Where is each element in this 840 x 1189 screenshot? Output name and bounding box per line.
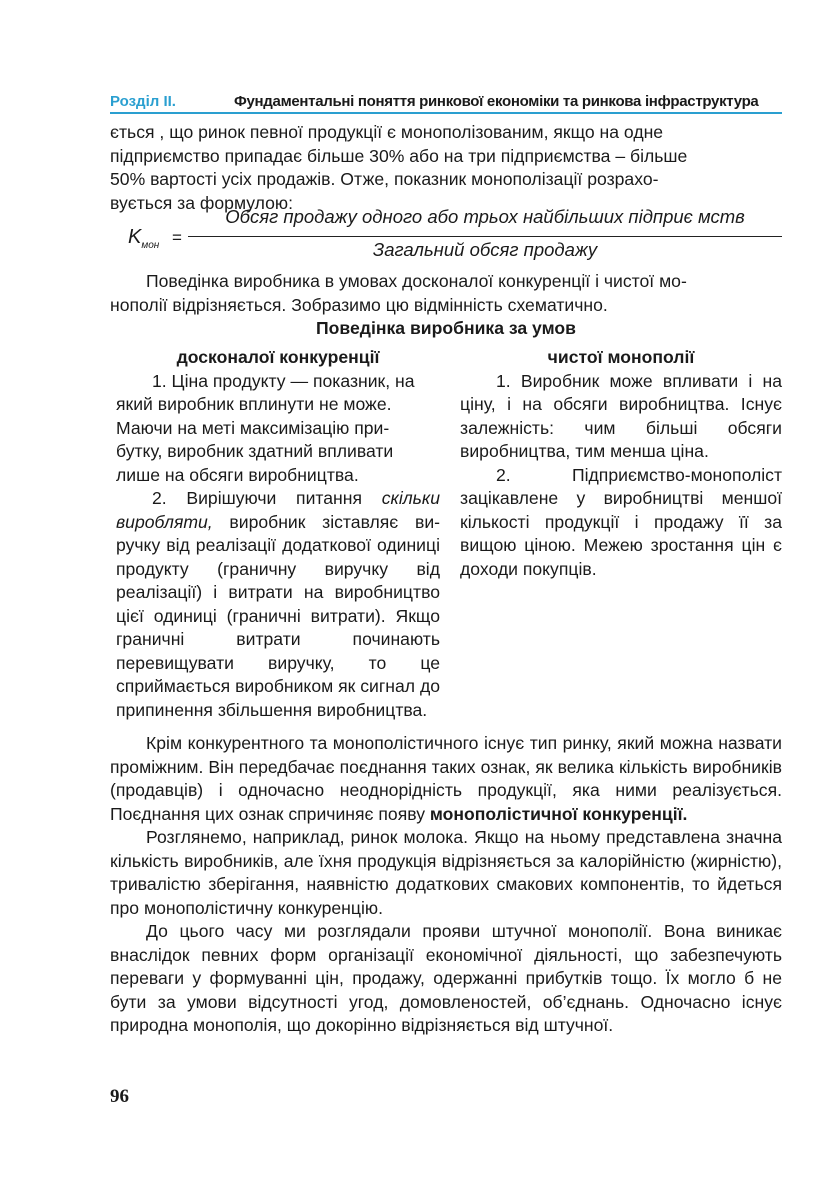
section-label: Розділ ІІ. <box>110 93 176 110</box>
fraction-bar <box>188 236 782 237</box>
formula-numerator: Обсяг продажу одного або трьох найбільших підприє мств <box>225 206 745 227</box>
page-number: 96 <box>110 1086 129 1107</box>
behavior-line: Поведінка виробника в умовах досконалої конкуренції і чистої мо- <box>146 271 687 291</box>
header-title: Фундаментальні поняття ринкової економіки та ринкова інфраструктура <box>234 93 759 110</box>
formula-denominator: Загальний обсяг продажу <box>372 239 598 260</box>
monopolization-formula <box>128 206 782 266</box>
comparison-title: Поведінка виробника за умов <box>316 318 576 338</box>
column-paragraph: 1. Ціна продукту — показник, на який виробник вплинути не може. Маючи на меті максимізацію при- бутку, виробник здатний впливати лише на обсяги виробництва. <box>116 370 415 485</box>
formula-equals: = <box>172 228 182 247</box>
behavior-line: нополії відрізняється. Зобразимо цю відмінність схематично. <box>110 294 608 315</box>
formula-symbol: $K_{мон}$ <box>128 226 160 251</box>
pure-monopoly-column <box>460 346 782 581</box>
intro-paragraph <box>110 121 782 215</box>
header-divider <box>110 112 782 114</box>
milk-example-paragraph: Розглянемо, наприклад, ринок молока. Якщо на ньому представлена значна кількість виробників, але їхня продукція відрізняється за калорійністю (жирністю), тривалістю зберігання, наявністю додаткових смакових компонентів, то йдеться про монополістичну конкуренцію. <box>110 827 782 918</box>
intro-line: вується за формулою: <box>110 192 293 213</box>
column-paragraph: 1. Виробник може впливати і на ціну, і на обсяги виробництва. Існує залежність: чим більші обсяги виробництва, тим менша ціна. <box>460 370 782 461</box>
perfect-competition-column <box>116 346 440 722</box>
intro-line: 50% вартості усіх продажів. Отже, показник монополізації розрахо- <box>110 169 659 189</box>
running-header <box>110 86 782 110</box>
mixed-market-paragraph: Крім конкурентного та монополістичного існує тип ринку, який можна назвати проміжним. Він передбачає поєднання таких ознак, як велика кількість виробників (продавців) і одночасно неоднорідність продукції, яка ними реалізується. Поєднання цих ознак спричиняє появу монополістичної конкуренції. <box>110 733 782 824</box>
column-paragraph: 2. Підприємство-монополіст зацікавлене у виробництві меншої кількості продукції і продажу її за вищою ціною. Межею зростання цін є доходи покупців. <box>460 464 782 579</box>
column-heading: чистої монополії <box>547 347 695 367</box>
column-heading: досконалої конкуренції <box>176 347 380 367</box>
column-paragraph: 2. Вирішуючи питання скільки виробляти, виробник зіставляє ви-ручку від реалізації додаткової одиниці продукту (граничну виручку від реалізації) і витрати на виробництво цієї одиниці (граничні витрати). Якщо граничні витрати починають перевищувати виручку, то це сприймається виробником як сигнал до припинення збільшення виробництва. <box>116 488 440 720</box>
behavior-paragraph <box>110 270 782 317</box>
body-text <box>110 732 782 1038</box>
artificial-monopoly-paragraph: До цього часу ми розглядали прояви штучної монополії. Вона виникає внаслідок певних форм організації економічної діяльності, що забезпечують переваги у формуванні цін, продажу, одержанні прибутків тощо. Їх могло б не бути за умови відсутності угод, домовленостей, об’єднань. Одночасно існує природна монополія, що докорінно відрізняється від штучної. <box>110 921 782 1035</box>
formula-subscript: мон <box>141 240 160 251</box>
intro-line: підприємство припадає більше 30% або на три підприємства – більше <box>110 145 688 166</box>
intro-line: ється , що ринок певної продукції є монополізованим, якщо на одне <box>110 122 664 142</box>
